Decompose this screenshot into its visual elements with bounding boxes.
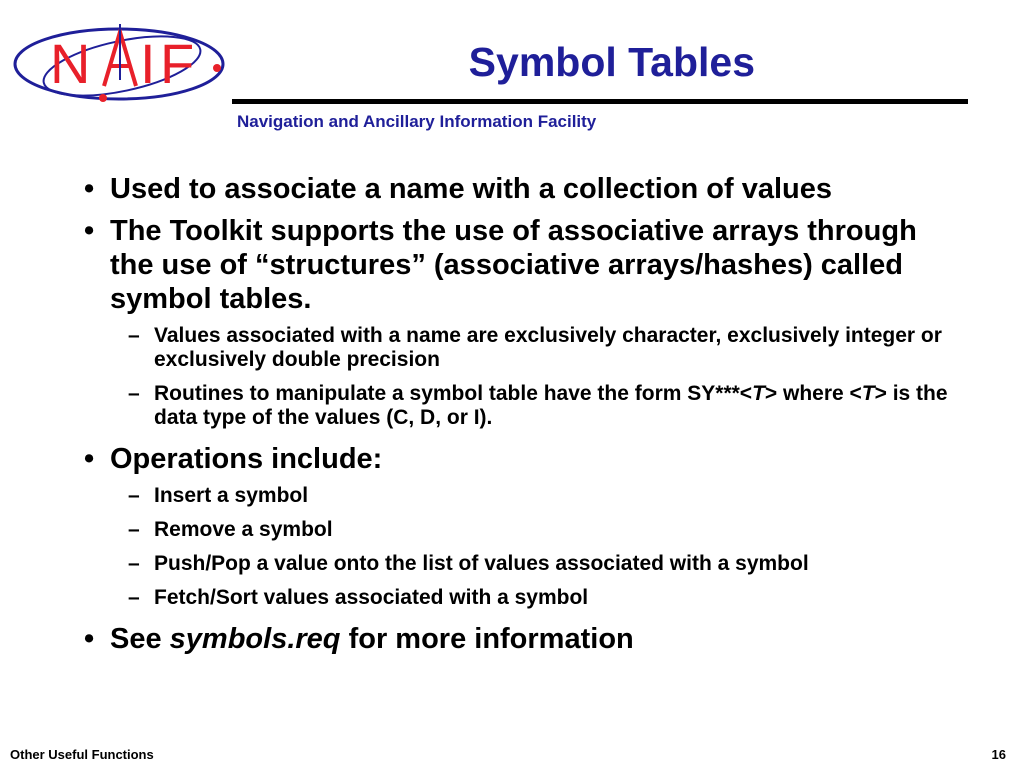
sub-bullet-text: Push/Pop a value onto the list of values associated with a symbol bbox=[154, 552, 809, 575]
bullet-marker: • bbox=[84, 215, 95, 247]
sub-bullet-marker: – bbox=[128, 324, 140, 347]
type-placeholder: T bbox=[861, 382, 875, 405]
sub-bullet-item bbox=[128, 586, 954, 610]
page-number: 16 bbox=[991, 747, 1006, 762]
text-run: > where < bbox=[764, 382, 862, 405]
type-placeholder: T bbox=[752, 382, 765, 405]
bullet-marker: • bbox=[84, 173, 95, 205]
sub-bullet-marker: – bbox=[128, 518, 140, 541]
bullet-list bbox=[84, 172, 954, 664]
sub-bullet-item bbox=[128, 552, 954, 576]
bullet-item bbox=[84, 622, 954, 656]
sub-bullet-marker: – bbox=[128, 382, 140, 405]
naif-logo bbox=[12, 20, 227, 108]
logo-dot-bottom bbox=[99, 94, 107, 102]
slide-title: Symbol Tables bbox=[468, 39, 755, 85]
text-run: > is the data type of the values (C, D, or I). bbox=[154, 382, 948, 429]
footer-section-label: Other Useful Functions bbox=[10, 747, 154, 762]
text-run: Routines to manipulate a symbol table have the form SY***< bbox=[154, 382, 753, 405]
slide-subtitle: Navigation and Ancillary Information Facility bbox=[237, 112, 597, 131]
sub-bullet-item bbox=[128, 324, 954, 372]
bullet-text: Used to associate a name with a collection of values bbox=[110, 173, 833, 205]
logo-letter-n: N bbox=[50, 32, 91, 95]
sub-bullet-item bbox=[128, 484, 954, 508]
sub-bullet-text: Remove a symbol bbox=[154, 518, 333, 541]
bullet-marker: • bbox=[84, 623, 95, 655]
sub-bullet-marker: – bbox=[128, 552, 140, 575]
bullet-item bbox=[84, 172, 954, 206]
text-run: for more information bbox=[340, 623, 634, 655]
sub-bullet-text: Insert a symbol bbox=[154, 484, 309, 507]
bullet-text: Operations include: bbox=[110, 443, 383, 475]
header-divider bbox=[232, 99, 968, 104]
bullet-marker: • bbox=[84, 443, 95, 475]
bullet-item bbox=[84, 214, 954, 316]
bullet-text bbox=[110, 623, 634, 655]
sub-bullet-marker: – bbox=[128, 484, 140, 507]
sub-bullet-item bbox=[128, 518, 954, 542]
sub-bullet-text: Fetch/Sort values associated with a symbol bbox=[154, 586, 589, 609]
bullet-text: The Toolkit supports the use of associative arrays through the use of “structures” (associative arrays/hashes) called symbol tables. bbox=[110, 215, 917, 315]
sub-bullet-item bbox=[128, 382, 954, 430]
sub-bullet-marker: – bbox=[128, 586, 140, 609]
logo-dot-right bbox=[213, 64, 221, 72]
file-reference: symbols.req bbox=[169, 623, 341, 655]
logo-letter-i: I bbox=[140, 32, 156, 95]
logo-letter-f: F bbox=[160, 32, 195, 95]
text-run: See bbox=[110, 623, 170, 655]
sub-bullet-text bbox=[154, 382, 948, 429]
sub-bullet-text: Values associated with a name are exclusively character, exclusively integer or exclusively double precision bbox=[154, 324, 942, 371]
bullet-item bbox=[84, 442, 954, 476]
